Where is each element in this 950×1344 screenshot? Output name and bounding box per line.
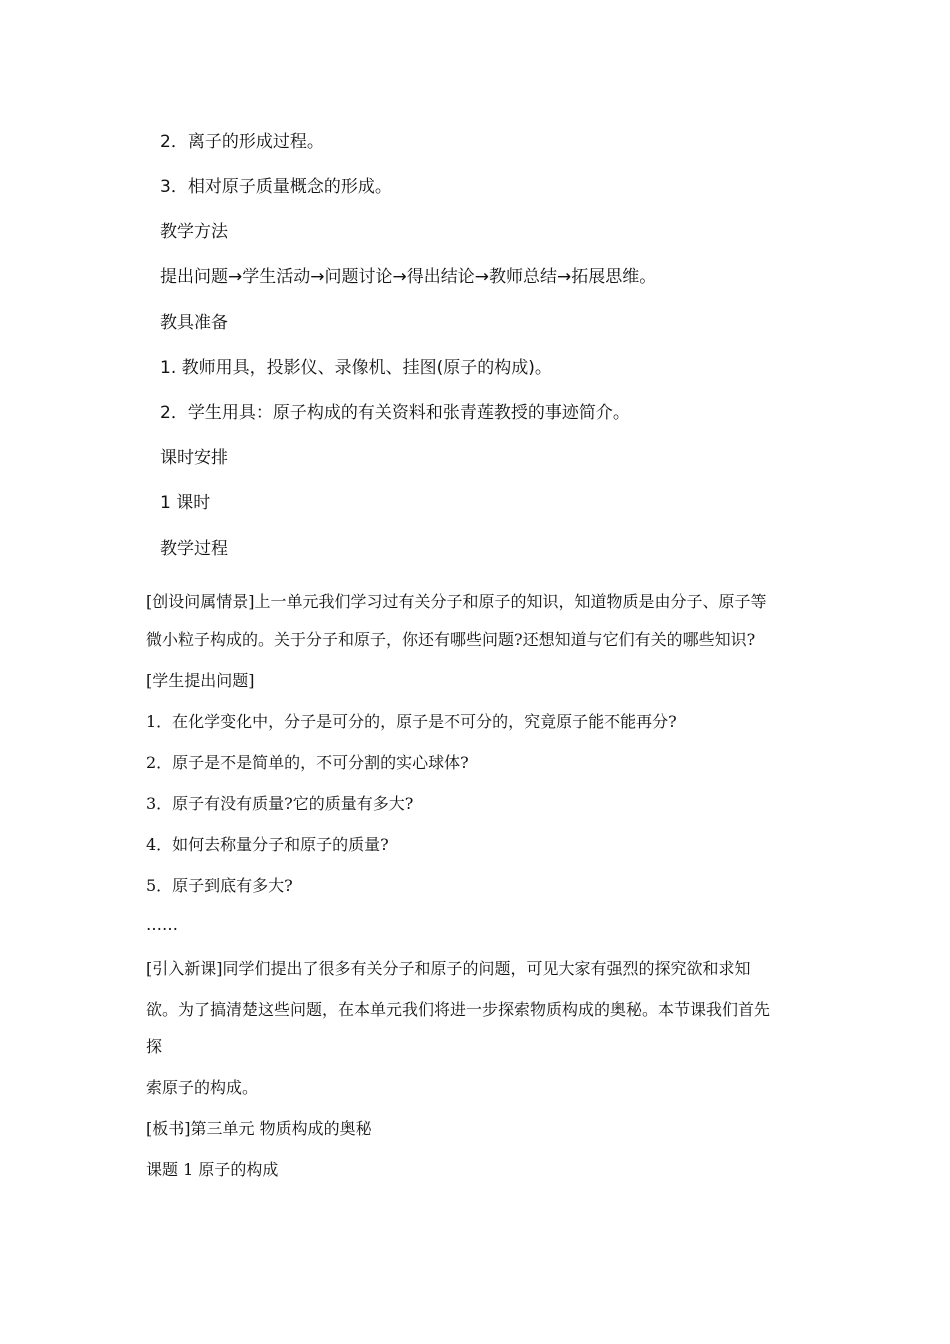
text-line-ion-formation: 2．离子的形成过程。: [160, 132, 324, 152]
list-item-question-5: 5．原子到底有多大?: [146, 876, 293, 895]
list-item-question-3: 3．原子有没有质量?它的质量有多大?: [146, 794, 414, 813]
heading-teaching-method: 教学方法: [160, 222, 228, 242]
list-item-question-2: 2．原子是不是简单的，不可分割的实心球体?: [146, 753, 469, 772]
text-line-board-unit: [板书]第三单元 物质构成的奥秘: [146, 1119, 372, 1138]
text-line-new-lesson-2: 欲。为了搞清楚这些问题，在本单元我们将进一步探索物质构成的奥秘。本节课我们首先: [146, 1000, 771, 1019]
text-line-ellipsis: ……: [146, 915, 178, 934]
list-item-question-1: 1．在化学变化中，分子是可分的，原子是不可分的，究竟原子能不能再分?: [146, 712, 677, 731]
text-line-new-lesson-1: [引入新课]同学们提出了很多有关分子和原子的问题，可见大家有强烈的探究欲和求知: [146, 959, 751, 978]
text-line-board-topic: 课题 1 原子的构成: [146, 1160, 279, 1179]
text-line-method-steps: 提出问题→学生活动→问题讨论→得出结论→教师总结→拓展思维。: [160, 267, 657, 287]
text-line-relative-atomic-mass: 3．相对原子质量概念的形成。: [160, 177, 392, 197]
heading-class-schedule: 课时安排: [160, 448, 228, 468]
list-item-question-4: 4．如何去称量分子和原子的质量?: [146, 835, 389, 854]
text-line-new-lesson-4: 索原子的构成。: [146, 1078, 259, 1097]
text-line-scenario-1: [创设问属情景]上一单元我们学习过有关分子和原子的知识，知道物质是由分子、原子等: [146, 592, 767, 611]
heading-teaching-process: 教学过程: [160, 539, 228, 559]
heading-student-questions: [学生提出问题]: [146, 671, 255, 690]
text-line-one-period: 1 课时: [160, 493, 211, 513]
text-line-new-lesson-3: 探: [146, 1037, 163, 1056]
heading-teaching-tools: 教具准备: [160, 313, 228, 333]
text-line-student-tools: 2．学生用具：原子构成的有关资料和张青莲教授的事迹简介。: [160, 403, 630, 423]
text-line-scenario-2: 微小粒子构成的。关于分子和原子，你还有哪些问题?还想知道与它们有关的哪些知识?: [146, 630, 756, 649]
text-line-teacher-tools: 1. 教师用具，投影仪、录像机、挂图(原子的构成)。: [160, 358, 552, 378]
